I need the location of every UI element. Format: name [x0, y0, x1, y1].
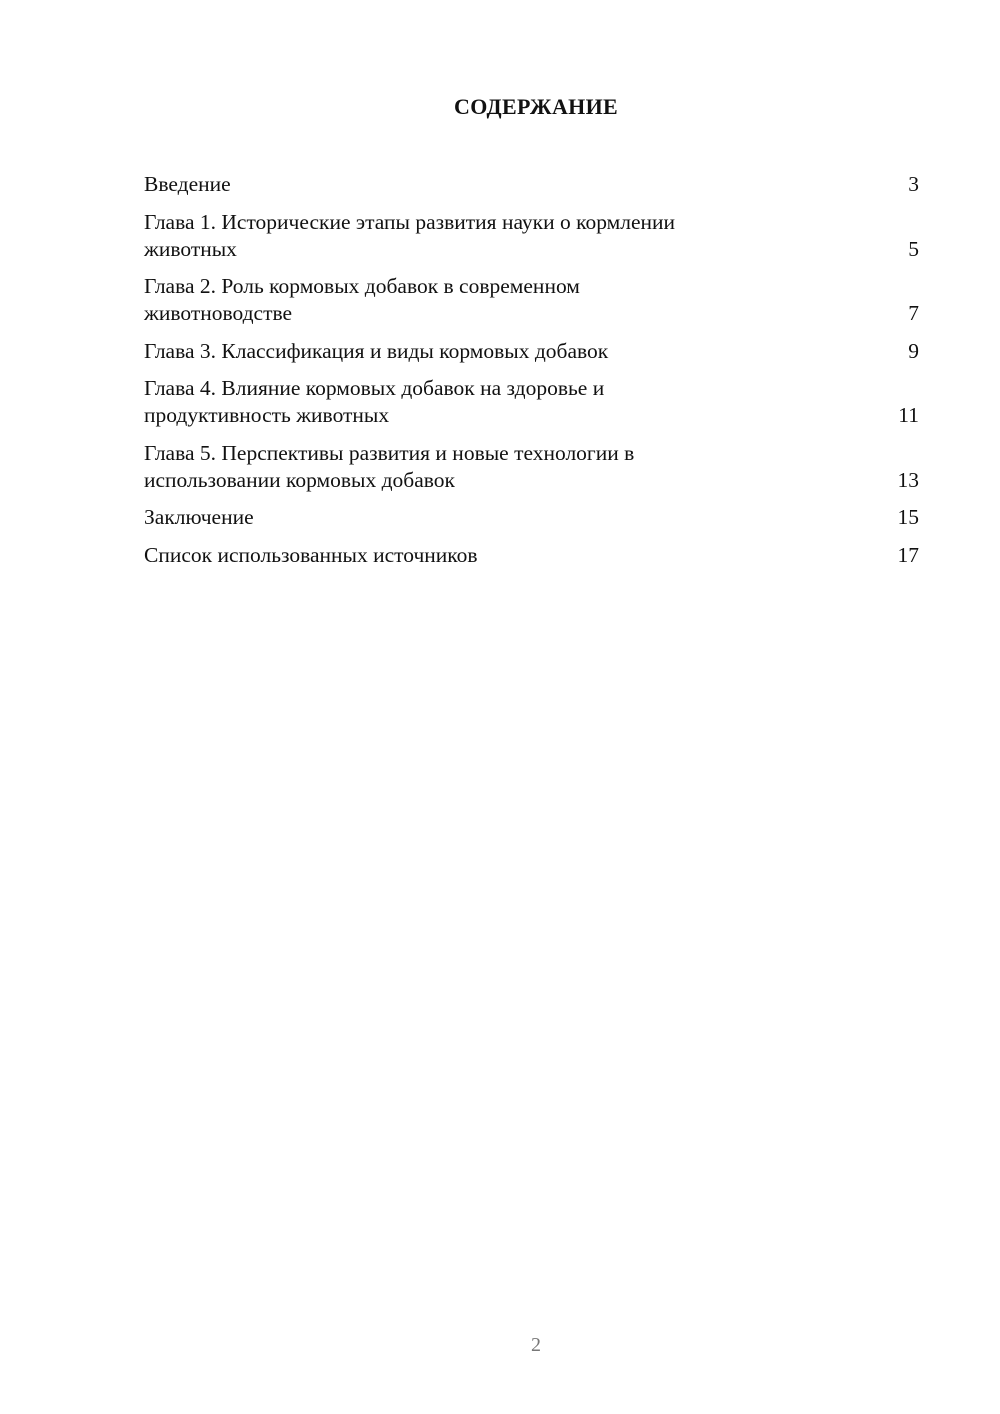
toc-entry-line: Список использованных источников — [144, 542, 478, 567]
toc-entry-line: Глава 3. Классификация и виды кормовых добавок — [144, 338, 609, 363]
toc-entry-title — [144, 171, 889, 198]
toc-entry-conclusion[interactable] — [144, 504, 919, 531]
toc-entry-line: Заключение — [144, 505, 254, 529]
toc-entry-line: животноводстве — [144, 301, 293, 325]
page-title: СОДЕРЖАНИЕ — [454, 94, 618, 119]
toc-entry-introduction[interactable] — [144, 171, 919, 198]
toc-entry-line: продуктивность животных — [144, 403, 390, 427]
toc-entry-title — [144, 504, 889, 531]
toc-entry-page-number: 13 — [897, 467, 919, 492]
toc-entry-page-number: 15 — [897, 505, 919, 529]
toc-entry-page-number: 17 — [897, 542, 919, 567]
toc-entry-chapter-4[interactable] — [144, 375, 919, 429]
toc-entry-title — [144, 338, 889, 365]
toc-entry-chapter-1[interactable] — [144, 209, 919, 263]
toc-entry-title — [144, 440, 889, 494]
toc-entry-title — [144, 209, 889, 263]
toc-entry-title — [144, 542, 889, 569]
page-number: 2 — [531, 1334, 541, 1356]
toc-entry-chapter-2[interactable] — [144, 273, 919, 327]
toc-entry-line: Глава 4. Влияние кормовых добавок на здоровье и — [144, 376, 605, 400]
toc-entry-title — [144, 375, 889, 429]
toc-entry-page-number: 5 — [908, 236, 919, 261]
toc-entry-line: Глава 2. Роль кормовых добавок в современном — [144, 274, 580, 298]
toc-entry-chapter-5[interactable] — [144, 440, 919, 494]
toc-entry-line: Глава 1. Исторические этапы развития науки о кормлении — [144, 209, 676, 234]
toc-entry-line: животных — [144, 236, 237, 261]
toc-entry-page-number: 7 — [908, 301, 919, 325]
toc-entry-line: Введение — [144, 172, 231, 196]
toc-entry-page-number: 9 — [908, 338, 919, 363]
toc-entry-line: использовании кормовых добавок — [144, 467, 455, 492]
toc-entry-page-number: 11 — [898, 403, 919, 427]
toc-entry-references[interactable] — [144, 542, 919, 569]
table-of-contents — [144, 171, 919, 579]
toc-entry-title — [144, 273, 889, 327]
toc-entry-page-number: 3 — [908, 172, 919, 196]
toc-entry-line: Глава 5. Перспективы развития и новые технологии в — [144, 440, 635, 465]
toc-entry-chapter-3[interactable] — [144, 338, 919, 365]
